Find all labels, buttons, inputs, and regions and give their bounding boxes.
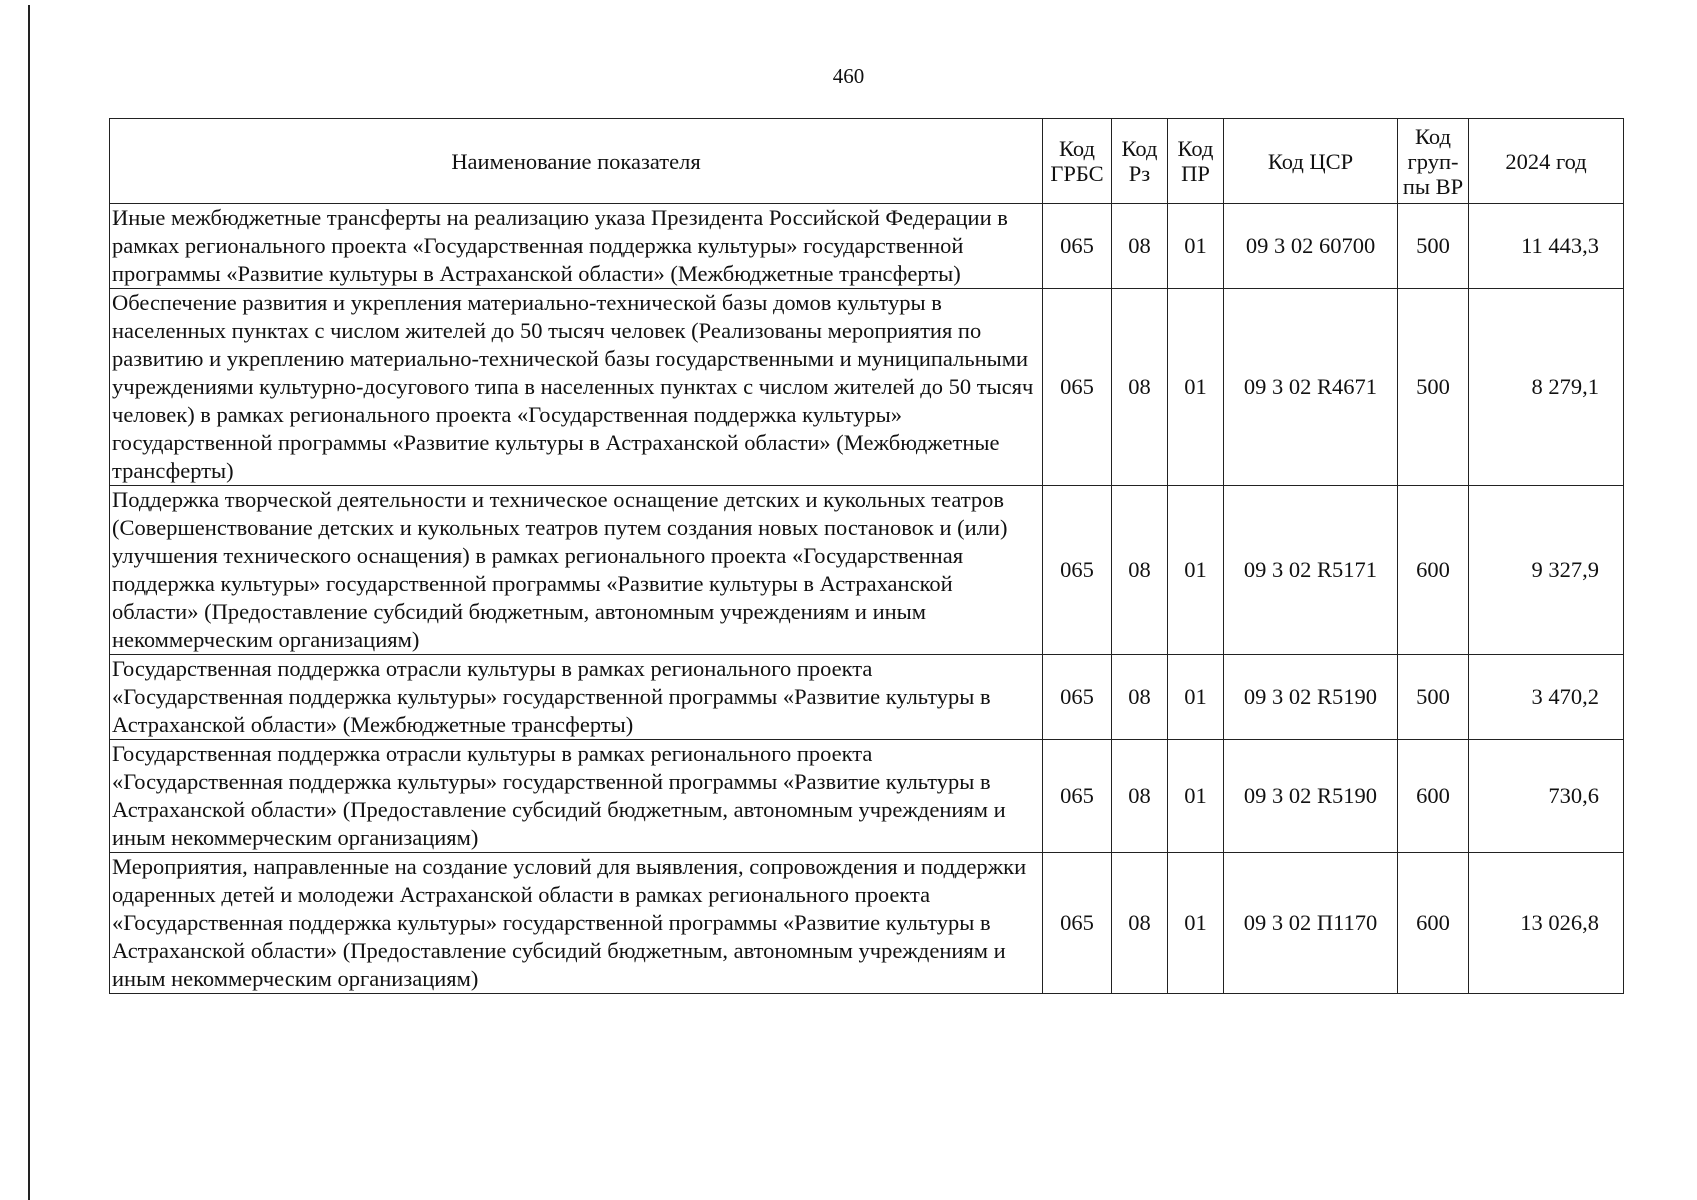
binding-margin-line	[28, 5, 30, 1200]
row-rz: 08	[1112, 289, 1168, 486]
table-row	[110, 853, 1624, 994]
row-pr: 01	[1168, 740, 1224, 853]
row-amount: 8 279,1	[1469, 289, 1624, 486]
row-vr: 600	[1398, 740, 1469, 853]
row-rz: 08	[1112, 740, 1168, 853]
table-row	[110, 289, 1624, 486]
table-row	[110, 486, 1624, 655]
row-pr: 01	[1168, 853, 1224, 994]
header-grbs: Код ГРБС	[1043, 119, 1112, 204]
row-pr: 01	[1168, 486, 1224, 655]
row-name: Иные межбюджетные трансферты на реализацию указа Президента Российской Федерации в рамках регионального проекта «Государственная поддержка культуры» государственной программы «Развитие культуры в Астраханской области» (Межбюджетные трансферты)	[110, 204, 1043, 289]
row-csr: 09 3 02 R5190	[1224, 655, 1398, 740]
row-vr: 600	[1398, 853, 1469, 994]
row-amount: 9 327,9	[1469, 486, 1624, 655]
row-vr: 500	[1398, 655, 1469, 740]
table-row	[110, 204, 1624, 289]
row-vr: 500	[1398, 204, 1469, 289]
row-pr: 01	[1168, 655, 1224, 740]
row-csr: 09 3 02 R5171	[1224, 486, 1398, 655]
table-header-row	[110, 119, 1624, 204]
row-grbs: 065	[1043, 289, 1112, 486]
header-csr: Код ЦСР	[1224, 119, 1398, 204]
row-name: Государственная поддержка отрасли культуры в рамках регионального проекта «Государственная поддержка культуры» государственной программы «Развитие культуры в Астраханской области» (Предоставление субсидий бюджетным, автономным учреждениям и иным некоммерческим организациям)	[110, 740, 1043, 853]
row-rz: 08	[1112, 655, 1168, 740]
row-amount: 730,6	[1469, 740, 1624, 853]
row-grbs: 065	[1043, 740, 1112, 853]
header-rz: Код Рз	[1112, 119, 1168, 204]
row-grbs: 065	[1043, 853, 1112, 994]
row-name: Государственная поддержка отрасли культуры в рамках регионального проекта «Государственная поддержка культуры» государственной программы «Развитие культуры в Астраханской области» (Межбюджетные трансферты)	[110, 655, 1043, 740]
header-pr: Код ПР	[1168, 119, 1224, 204]
row-csr: 09 3 02 R5190	[1224, 740, 1398, 853]
row-pr: 01	[1168, 204, 1224, 289]
row-grbs: 065	[1043, 204, 1112, 289]
row-vr: 600	[1398, 486, 1469, 655]
row-name: Поддержка творческой деятельности и техническое оснащение детских и кукольных театров (Совершенствование детских и кукольных театров путем создания новых постановок и (или) улучшения технического оснащения) в рамках регионального проекта «Государственная поддержка культуры» государственной программы «Развитие культуры в Астраханской области» (Предоставление субсидий бюджетным, автономным учреждениям и иным некоммерческим организациям)	[110, 486, 1043, 655]
row-name: Мероприятия, направленные на создание условий для выявления, сопровождения и поддержки одаренных детей и молодежи Астраханской области в рамках регионального проекта «Государственная поддержка культуры» государственной программы «Развитие культуры в Астраханской области» (Предоставление субсидий бюджетным, автономным учреждениям и иным некоммерческим организациям)	[110, 853, 1043, 994]
row-vr: 500	[1398, 289, 1469, 486]
row-grbs: 065	[1043, 486, 1112, 655]
row-pr: 01	[1168, 289, 1224, 486]
header-vr: Код груп- пы ВР	[1398, 119, 1469, 204]
row-amount: 13 026,8	[1469, 853, 1624, 994]
budget-table	[109, 118, 1624, 994]
row-rz: 08	[1112, 486, 1168, 655]
row-csr: 09 3 02 R4671	[1224, 289, 1398, 486]
row-rz: 08	[1112, 204, 1168, 289]
table-row	[110, 655, 1624, 740]
header-year: 2024 год	[1469, 119, 1624, 204]
row-rz: 08	[1112, 853, 1168, 994]
row-amount: 3 470,2	[1469, 655, 1624, 740]
row-csr: 09 3 02 60700	[1224, 204, 1398, 289]
row-csr: 09 3 02 П1170	[1224, 853, 1398, 994]
row-name: Обеспечение развития и укрепления материально-технической базы домов культуры в населенных пунктах с числом жителей до 50 тысяч человек (Реализованы мероприятия по развитию и укреплению материально-технической базы государственными и муниципальными учреждениями культурно-досугового типа в населенных пунктах с числом жителей до 50 тысяч человек) в рамках регионального проекта «Государственная поддержка культуры» государственной программы «Развитие культуры в Астраханской области» (Межбюджетные трансферты)	[110, 289, 1043, 486]
row-amount: 11 443,3	[1469, 204, 1624, 289]
row-grbs: 065	[1043, 655, 1112, 740]
header-name: Наименование показателя	[110, 119, 1043, 204]
table-row	[110, 740, 1624, 853]
page-number: 460	[832, 64, 865, 88]
